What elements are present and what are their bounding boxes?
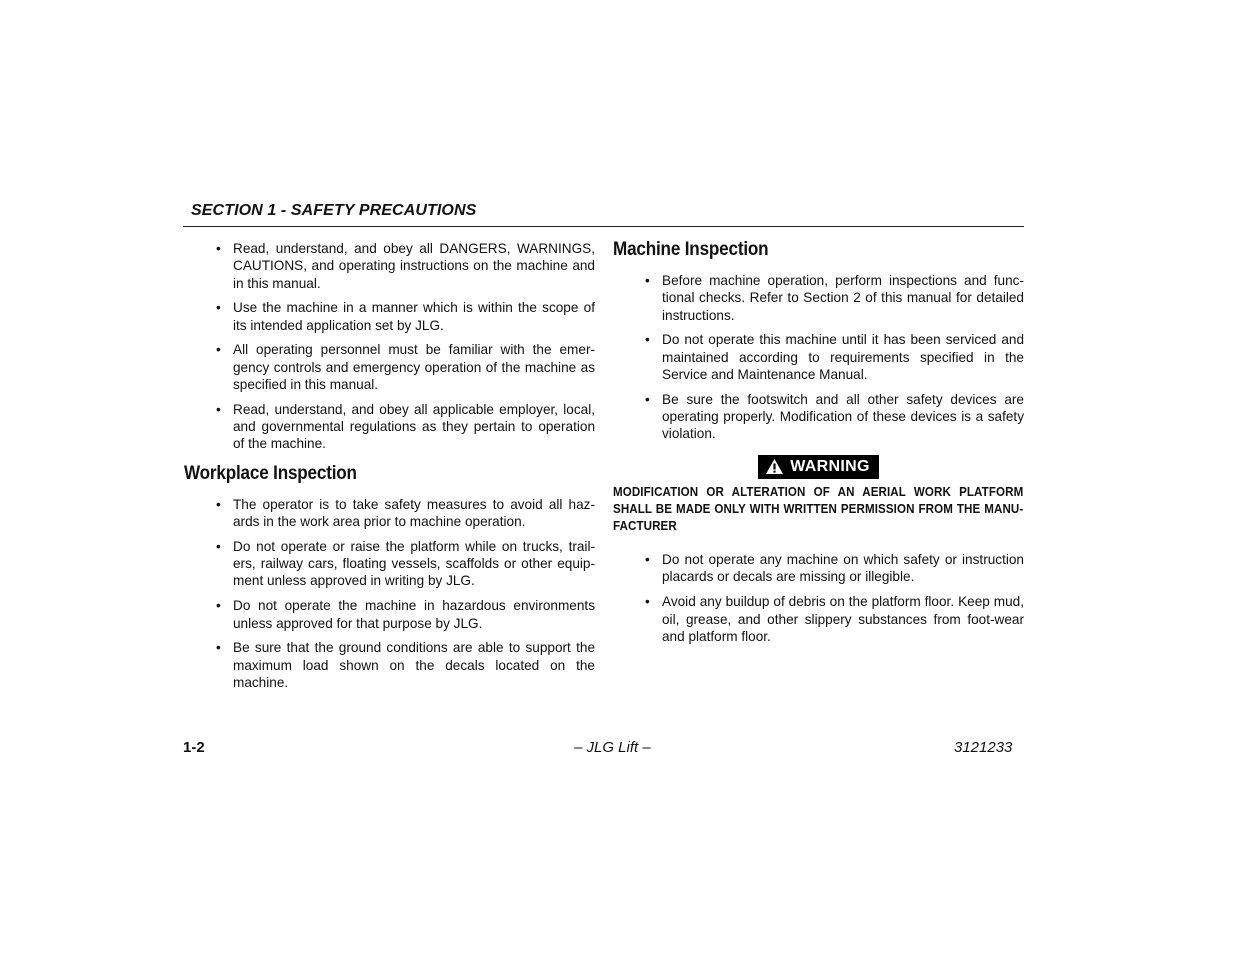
list-item: • Be sure the footswitch and all other safety devices are operating properly. Modification of these devices is a safety violation. bbox=[645, 391, 1024, 442]
intro-bullet-list bbox=[184, 240, 595, 453]
machine-inspection-heading: Machine Inspection bbox=[613, 239, 769, 260]
list-item: • Do not operate this machine until it has been serviced and maintained according to requirements specified in the Service and Maintenance Manual. bbox=[645, 332, 1024, 382]
list-item-text: All operating personnel must be familiar with the emer-gency controls and emergency operation of the machine as specified in this manual. bbox=[233, 342, 595, 393]
list-item-text: Use the machine in a manner which is within the scope of its intended application set by JLG. bbox=[233, 300, 595, 333]
list-item-text: Before machine operation, perform inspections and func-tional checks. Refer to Section 2 of this manual for detailed instructions. bbox=[662, 273, 1024, 323]
list-item-text: Do not operate or raise the platform while on trucks, trail-ers, railway cars, floating vessels, scaffolds or other equip-ment unless approved in writing by JLG. bbox=[233, 538, 595, 589]
header-divider bbox=[183, 226, 1024, 227]
list-item-text: Do not operate this machine until it has been serviced and maintained according to requirements specified in the Service and Maintenance Manual. bbox=[662, 332, 1024, 382]
workplace-inspection-heading: Workplace Inspection bbox=[184, 462, 357, 484]
warning-block bbox=[613, 455, 1024, 481]
footer-title: – JLG Lift – bbox=[574, 739, 651, 756]
list-item-text: Do not operate any machine on which safety or instruction placards or decals are missing or illegible. bbox=[662, 552, 1024, 585]
document-number: 3121233 bbox=[954, 739, 1013, 756]
warning-label: WARNING bbox=[790, 457, 870, 475]
list-item: • The operator is to take safety measures to avoid all haz-ards in the work area prior to machine operation. bbox=[216, 496, 595, 530]
list-item: • Do not operate or raise the platform while on trucks, trail-ers, railway cars, floating vessels, scaffolds or other equip-ment unless approved in writing by JLG. bbox=[216, 538, 595, 589]
list-item-text: Read, understand, and obey all applicable employer, local, and governmental regulations as they pertain to operation of the machine. bbox=[233, 401, 595, 452]
list-item: • Read, understand, and obey all applicable employer, local, and governmental regulations as they pertain to operation of the machine. bbox=[216, 401, 595, 452]
warning-triangle-icon bbox=[765, 458, 784, 475]
right-column bbox=[613, 239, 1024, 653]
section-title: SECTION 1 - SAFETY PRECAUTIONS bbox=[191, 202, 477, 219]
list-item: • Avoid any buildup of debris on the platform floor. Keep mud, oil, grease, and other slippery substances from foot-wear and platform floor. bbox=[645, 594, 1024, 644]
list-item: • Be sure that the ground conditions are able to support the maximum load shown on the decals located on the machine. bbox=[216, 640, 595, 690]
list-item: • All operating personnel must be familiar with the emer-gency controls and emergency operation of the machine as specified in this manual. bbox=[216, 342, 595, 393]
list-item: • Read, understand, and obey all DANGERS, WARNINGS, CAUTIONS, and operating instructions on the machine and in this manual. bbox=[216, 241, 595, 291]
warning-text: MODIFICATION OR ALTERATION OF AN AERIAL WORK PLATFORM SHALL BE MADE ONLY WITH WRITTEN PERMISSION FROM THE MANU-FACTURER bbox=[613, 485, 1024, 534]
list-item-text: Avoid any buildup of debris on the platform floor. Keep mud, oil, grease, and other slippery substances from foot-wear and platform floor. bbox=[662, 594, 1024, 644]
list-item: • Before machine operation, perform inspections and func-tional checks. Refer to Section 2 of this manual for detailed instructions. bbox=[645, 273, 1024, 323]
page-number: 1-2 bbox=[183, 739, 205, 756]
list-item-text: The operator is to take safety measures to avoid all haz-ards in the work area prior to machine operation. bbox=[233, 496, 595, 530]
machine-bullet-list bbox=[613, 272, 1024, 443]
warning-badge bbox=[758, 455, 878, 479]
list-item-text: Read, understand, and obey all DANGERS, WARNINGS, CAUTIONS, and operating instructions on the machine and in this manual. bbox=[233, 241, 595, 291]
list-item-text: Be sure that the ground conditions are able to support the maximum load shown on the decals located on the machine. bbox=[233, 640, 595, 690]
list-item: • Use the machine in a manner which is within the scope of its intended application set by JLG. bbox=[216, 300, 595, 333]
list-item-text: Do not operate the machine in hazardous environments unless approved for that purpose by JLG. bbox=[233, 598, 595, 631]
after-warning-bullet-list bbox=[613, 551, 1024, 645]
left-column bbox=[184, 240, 595, 699]
list-item: • Do not operate any machine on which safety or instruction placards or decals are missing or illegible. bbox=[645, 552, 1024, 585]
list-item: • Do not operate the machine in hazardous environments unless approved for that purpose by JLG. bbox=[216, 598, 595, 631]
list-item-text: Be sure the footswitch and all other safety devices are operating properly. Modification of these devices is a safety violation. bbox=[662, 391, 1024, 442]
workplace-bullet-list bbox=[184, 496, 595, 691]
